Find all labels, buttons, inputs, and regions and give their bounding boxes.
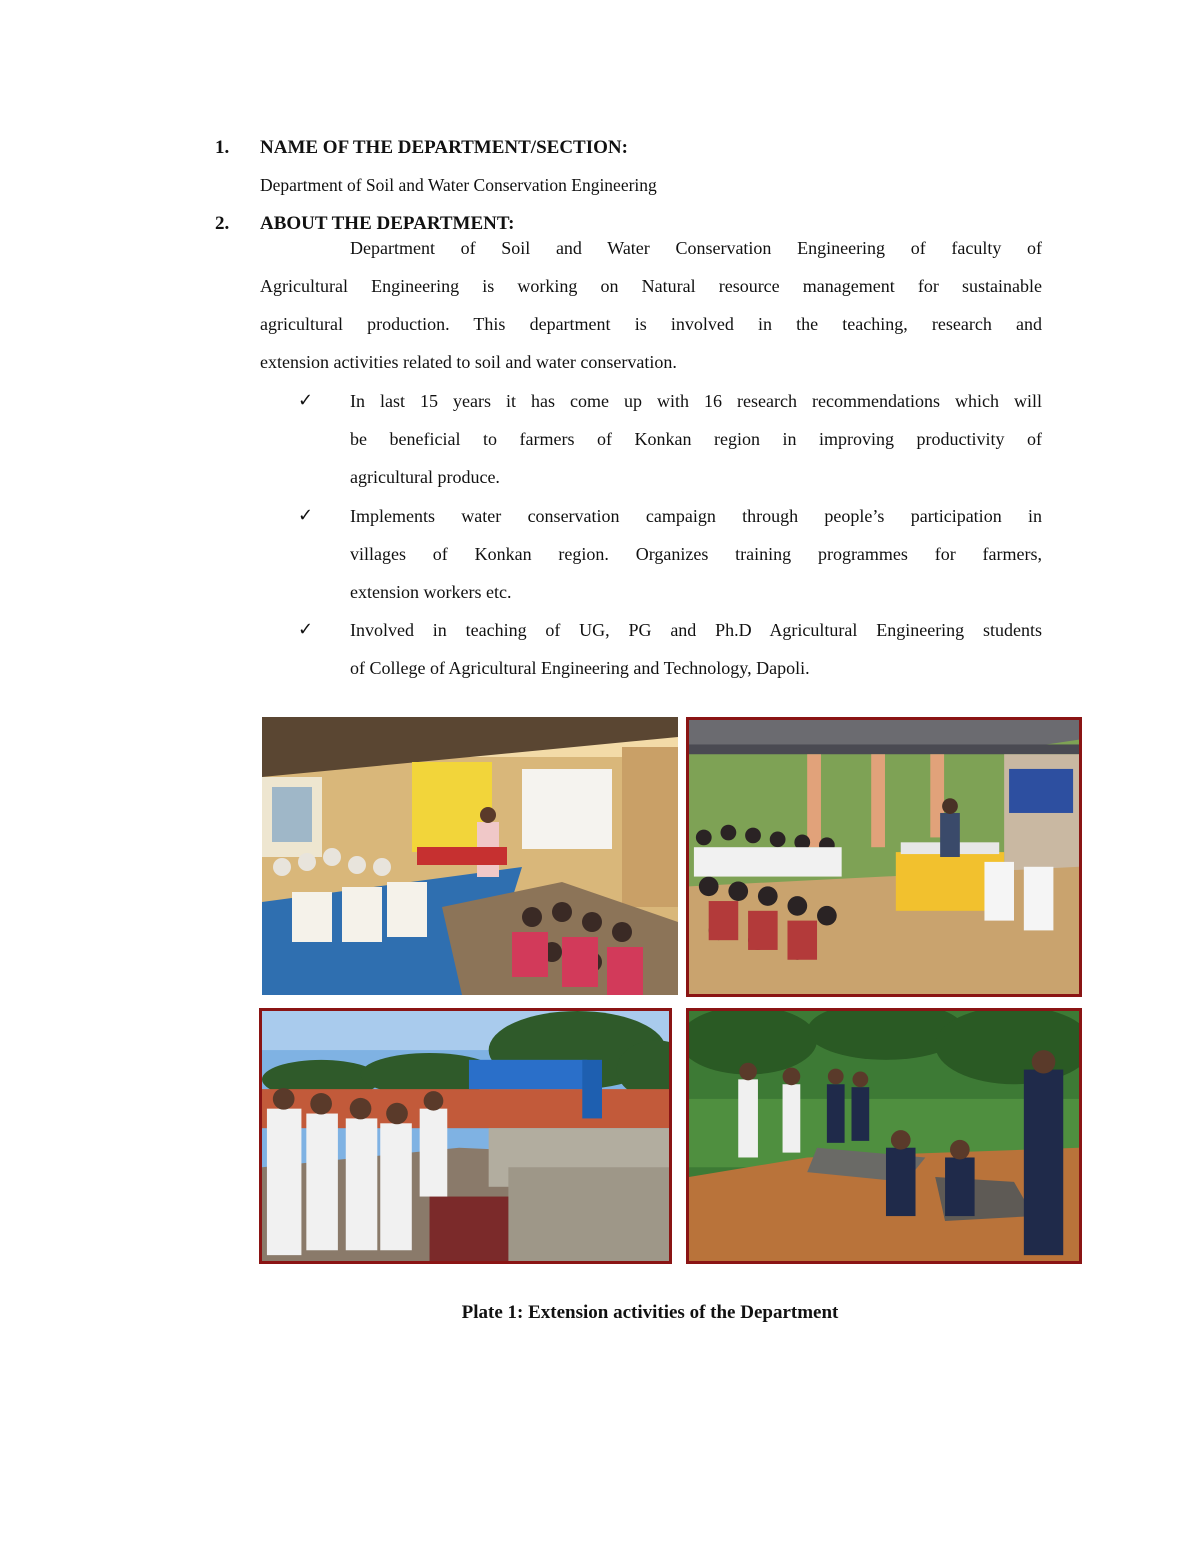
check-icon: ✓ [298, 390, 314, 411]
photo-indoor-training [262, 717, 678, 995]
check-icon: ✓ [298, 505, 314, 526]
paragraph-line: Agricultural Engineering is working on Natural resource management for sustainable [260, 276, 1042, 296]
section-2-number: 2. [215, 213, 230, 234]
paragraph-line: agricultural production. This department is involved in the teaching, research and [260, 314, 1042, 334]
section-2-heading: ABOUT THE DEPARTMENT: [260, 213, 515, 234]
bullet-line: be beneficial to farmers of Konkan region in improving productivity of [350, 429, 1042, 449]
bullet-line: In last 15 years it has come up with 16 research recommendations which will [350, 391, 1042, 411]
photo-garden-visit [259, 1008, 672, 1264]
section-1-number: 1. [215, 137, 230, 158]
bullet-line: of College of Agricultural Engineering and Technology, Dapoli. [350, 658, 810, 678]
paragraph-line: Department of Soil and Water Conservation Engineering of faculty of [350, 238, 1042, 258]
plate-caption: Plate 1: Extension activities of the Department [461, 1302, 839, 1323]
check-icon: ✓ [298, 619, 314, 640]
bullet-line: agricultural produce. [350, 467, 500, 487]
bullet-line: Implements water conservation campaign through people’s participation in [350, 506, 1042, 526]
bullet-line: villages of Konkan region. Organizes training programmes for farmers, [350, 544, 1042, 564]
bullet-line: extension workers etc. [350, 582, 512, 602]
bullet-line: Involved in teaching of UG, PG and Ph.D Agricultural Engineering students [350, 620, 1042, 640]
photo-stream-checkdam [686, 1008, 1082, 1264]
photo-pavilion-meeting [686, 717, 1082, 997]
department-name: Department of Soil and Water Conservation Engineering [260, 175, 657, 195]
paragraph-line: extension activities related to soil and water conservation. [260, 352, 677, 372]
section-1-heading: NAME OF THE DEPARTMENT/SECTION: [260, 137, 628, 158]
